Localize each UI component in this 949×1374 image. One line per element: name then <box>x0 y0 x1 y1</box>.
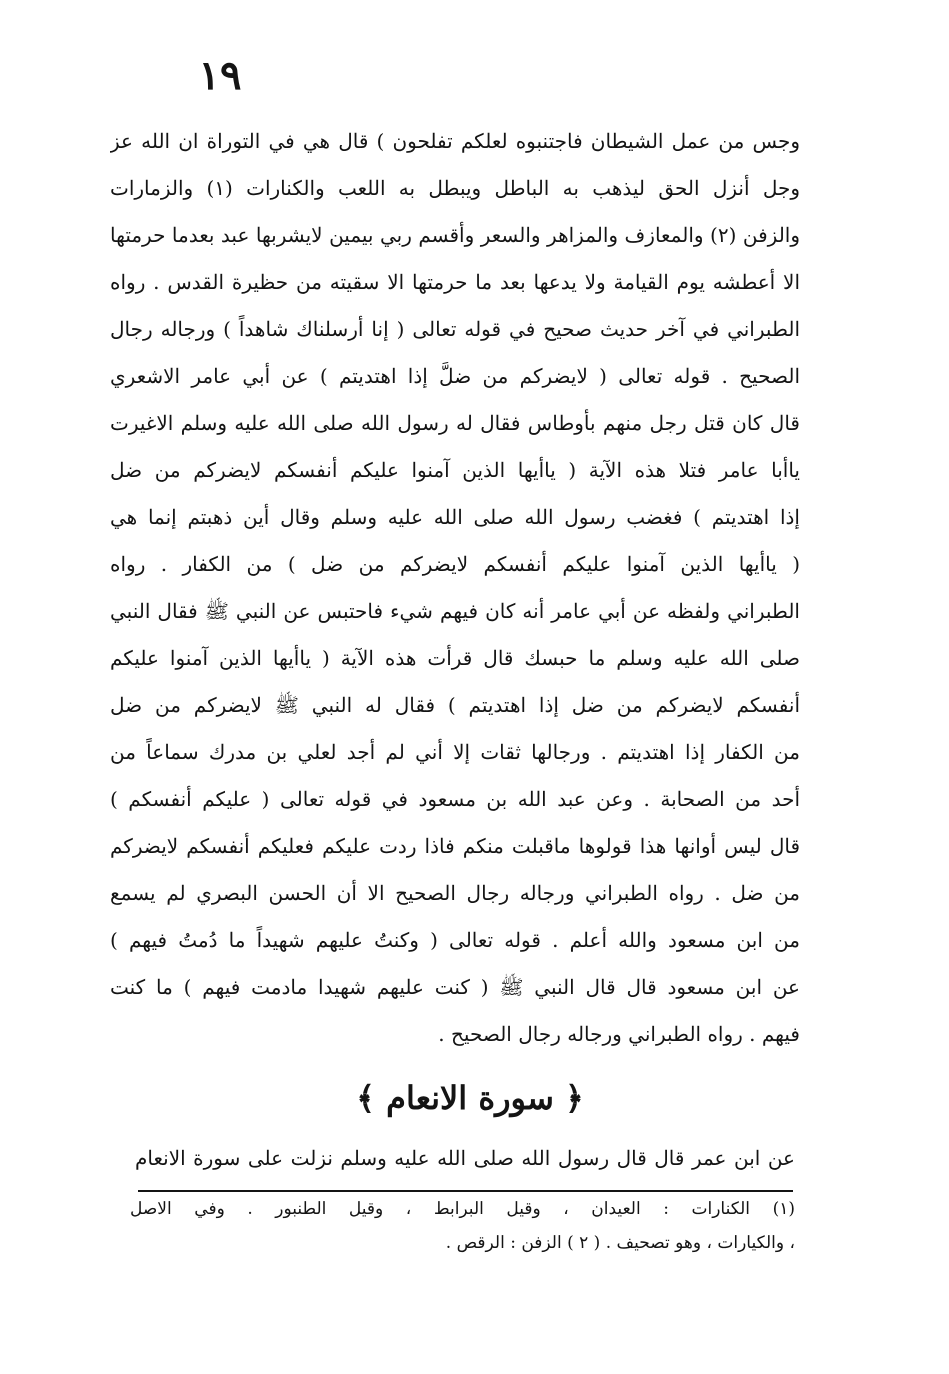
body-line: وجل أنزل الحق ليذهب به الباطل ويبطل به اللعب والكنارات (١) والزمارات <box>110 176 800 200</box>
body-line: عن ابن مسعود قال قال النبي ﷺ ( كنت عليهم شهيدا مادمت فيهم ) ما كنت <box>110 975 800 999</box>
body-line: أنفسكم لايضركم من ضل إذا اهتديتم ) فقال له النبي ﷺ لايضركم من ضل <box>110 693 800 717</box>
body-line: إذا اهتديتم ) فغضب رسول الله صلى الله عليه وسلم وقال أين ذهبتم إنما هي <box>110 505 800 529</box>
body-line: الصحيح . قوله تعالى ( لايضركم من ضلَّ إذا اهتديتم ) عن أبي عامر الاشعري <box>110 364 800 388</box>
footnote-line: ، والكيارات ، وهو تصحيف . ( ٢ ) الزفن : الرقص . <box>445 1233 795 1253</box>
body-line: قال ليس أوانها هذا قولوها ماقبلت منكم فاذا ردت عليكم فعليكم أنفسكم لايضركم <box>110 834 800 858</box>
surah-intro-line: عن ابن عمر قال قال رسول الله صلى الله عليه وسلم نزلت على سورة الانعام <box>135 1146 795 1170</box>
body-line: والزفن (٢) والمعازف والمزاهر والسعر وأقسم ربي بيمين لايشربها عبد بعدما حرمتها <box>110 223 800 247</box>
body-text <box>110 118 800 1058</box>
body-line: الا أعطشه يوم القيامة ولا يدعها بعد ما حرمتها الا سقيته من حظيرة القدس . رواه <box>110 270 800 294</box>
body-line: أحد من الصحابة . وعن عبد الله بن مسعود في قوله تعالى ( عليكم أنفسكم ) <box>110 787 800 811</box>
body-line: وجس من عمل الشيطان فاجتنبوه لعلكم تفلحون ) قال هي في التوراة ان الله عز <box>110 129 800 153</box>
page-number: ١٩ <box>198 52 242 99</box>
body-line: من الكفار إذا اهتديتم . ورجالها ثقات إلا أني لم أجد لعلي بن مدرك سماعاً من <box>110 740 800 764</box>
body-line: ( ياأيها الذين آمنوا عليكم أنفسكم لايضركم من ضل ) من الكفار . رواه <box>110 552 800 576</box>
body-line: قال كان قتل رجل منهم بأوطاس فقال له رسول الله صلى الله عليه وسلم الاغيرت <box>110 411 800 435</box>
body-line: من ابن مسعود والله أعلم . قوله تعالى ( وكنتُ عليهم شهيداً ما دُمتُ فيهم ) <box>110 928 800 952</box>
body-line: صلى الله عليه وسلم ما حبسك قال قرأت هذه الآية ( ياأيها الذين آمنوا عليكم <box>110 646 800 670</box>
footnotes <box>130 1192 795 1260</box>
body-line: فيهم . رواه الطبراني ورجاله رجال الصحيح . <box>438 1022 800 1046</box>
body-line: من ضل . رواه الطبراني ورجاله رجال الصحيح الا أن الحسن البصري لم يسمع <box>110 881 800 905</box>
body-line: الطبراني في آخر حديث صحيح في قوله تعالى ( إنا أرسلناك شاهداً ) ورجاله رجال <box>110 317 800 341</box>
body-line: الطبراني ولفظه عن أبي عامر أنه كان فيهم شيء فاحتبس عن النبي ﷺ فقال النبي <box>110 599 800 623</box>
surah-heading: ﴿ سورة الانعام ﴾ <box>356 1079 584 1117</box>
footnote-line: (١) الكنارات : العيدان ، وقيل البرابط ، وقيل الطنبور . وفي الاصل <box>130 1199 795 1219</box>
body-line: ياأبا عامر فتلا هذه الآية ( ياأيها الذين آمنوا عليكم أنفسكم لايضركم من ضل <box>110 458 800 482</box>
